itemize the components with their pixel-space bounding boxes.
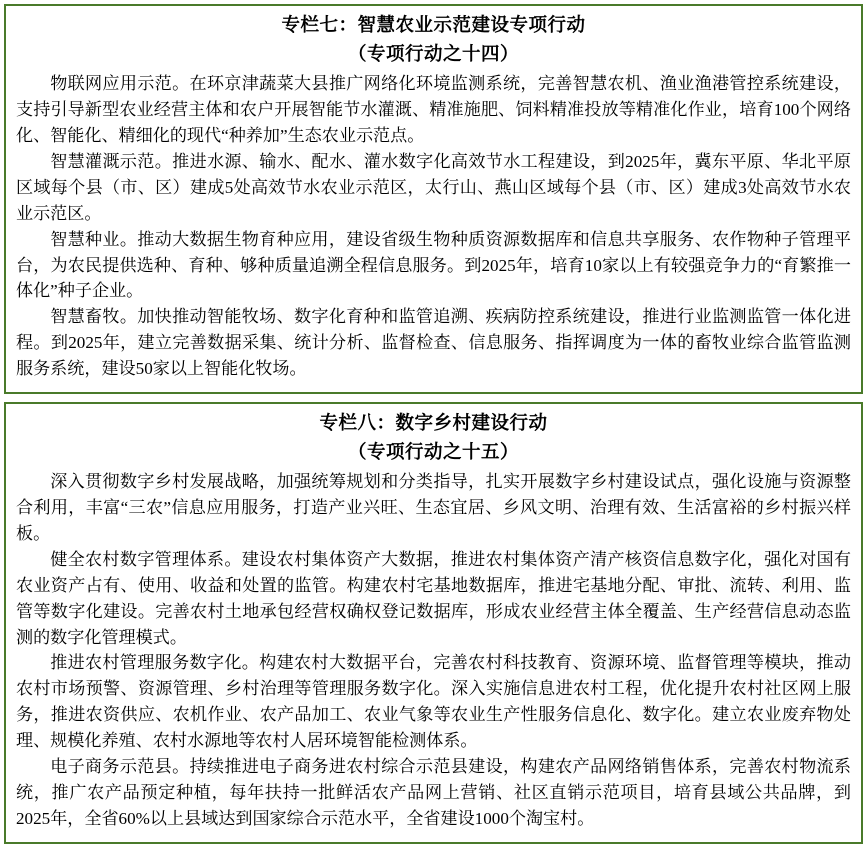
callout-subtitle: （专项行动之十四） <box>347 44 519 65</box>
paragraph: 电子商务示范县。持续推进电子商务进农村综合示范县建设，构建农产品网络销售体系，完善农村物流系统，推广农产品预定种植，每年扶持一批鲜活农产品网上营销、社区直销示范项目，培育县域公共品牌，到2025年，全省60%以上县域达到国家综合示范水平，全省建设1000个淘宝村。 <box>16 757 851 828</box>
paragraph: 物联网应用示范。在环京津蔬菜大县推广网络化环境监测系统，完善智慧农机、渔业渔港管控系统建设，支持引导新型农业经营主体和农户开展智能节水灌溉、精准施肥、饲料精准投放等精准化作业，培育100个网络化、智能化、精细化的现代“种养加”生态农业示范点。 <box>16 74 851 146</box>
paragraph: 智慧种业。推动大数据生物育种应用，建设省级生物种质资源数据库和信息共享服务、农作物种子管理平台，为农民提供选种、育种、够种质量追溯全程信息服务。到2025年，培育10家以上有较强竞争力的“育繁推一体化”种子企业。 <box>16 229 851 301</box>
callout-title: 专栏八：数字乡村建设行动 <box>319 413 548 434</box>
paragraph: 健全农村数字管理体系。建设农村集体资产大数据，推进农村集体资产清产核资信息数字化，强化对国有农业资产占有、使用、收益和处置的监管。构建农村宅基地数据库，推进宅基地分配、审批、流转、利用、监管等数字化建设。完善农村土地承包经营权确权登记数据库，形成农业经营主体全覆盖、生产经营信息动态监测的数字化管理模式。 <box>16 549 851 647</box>
section-gap <box>0 394 867 397</box>
callout-title: 专栏七：智慧农业示范建设专项行动 <box>281 16 586 36</box>
document-page <box>0 4 867 828</box>
paragraph: 深入贯彻数字乡村发展战略，加强统筹规划和分类指导，扎实开展数字乡村建设试点，强化设施与资源整合利用，丰富“三农”信息应用服务，打造产业兴旺、生态宜居、乡风文明、治理有效、生活富裕的乡村振兴样板。 <box>16 472 851 543</box>
callout-subtitle: （专项行动之十五） <box>347 442 519 463</box>
paragraph: 智慧灌溉示范。推进水源、输水、配水、灌水数字化高效节水工程建设，到2025年，冀东平原、华北平原区域每个县（市、区）建成5处高效节水农业示范区，太行山、燕山区域每个县（市、区）建成3处高效节水农业示范区。 <box>16 151 851 223</box>
callout-box-column-seven <box>4 4 863 394</box>
paragraph: 智慧畜牧。加快推动智能牧场、数字化育种和监管追溯、疾病防控系统建设，推进行业监测监管一体化进程。到2025年，建立完善数据采集、统计分析、监督检查、信息服务、指挥调度为一体的畜牧业综合监管监测服务系统，建设50家以上智能化牧场。 <box>16 307 851 379</box>
paragraph: 推进农村管理服务数字化。构建农村大数据平台，完善农村科技教育、资源环境、监督管理等模块，推动农村市场预警、资源管理、乡村治理等管理服务数字化。深入实施信息进农村工程，优化提升农村社区网上服务，推进农资供应、农机作业、农产品加工、农业气象等农业生产性服务信息化、数字化。建立农业废弃物处理、规模化养殖、农村水源地等农村人居环境智能检测体系。 <box>16 653 851 751</box>
callout-box-column-eight <box>4 402 863 844</box>
